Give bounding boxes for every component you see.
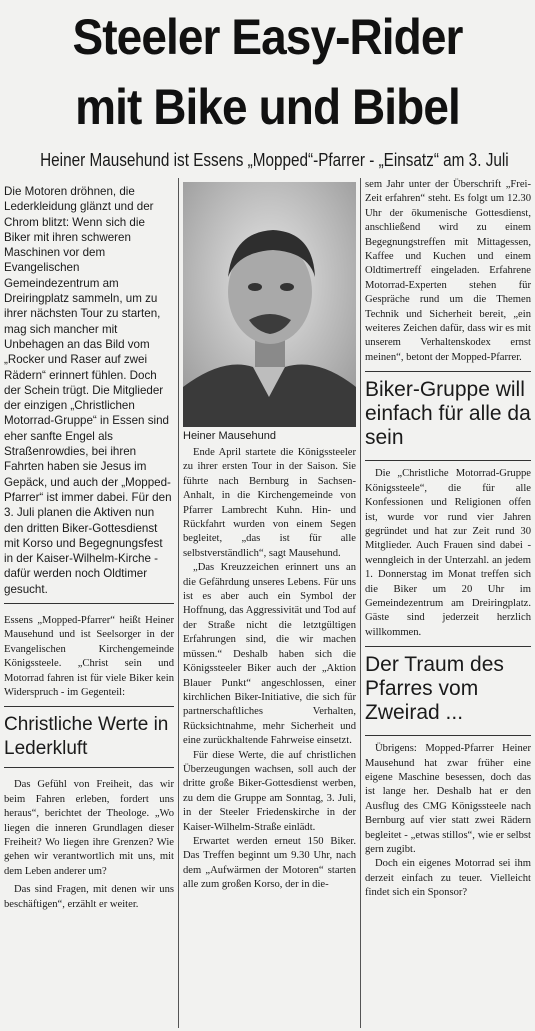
column-divider: [360, 178, 361, 1028]
paragraph: Erwartet werden erneut 150 Biker. Das Treffen beginnt um 9.30 Uhr, nach dem „Aufwärmen der Motoren“ starten alle zum großen Korso, der in die-: [183, 835, 356, 891]
paragraph: „Das Kreuzzeichen erinnert uns an die Gefährdung unseres Lebens. Für uns ist es aber auch ein Symbol der Hoffnung, das Aggressivität und Tod auf der Straße nicht die letztgültigen Erfahrungen sind, die wir machen müssen.“ Deshalb haben sich die Königssteeler Biker auch der „Aktion Blauer Punkt“ angeschlossen, einer kirchlichen Biker-Initiative, die sich für partnerschaftliches Verhalten, Rücksichtnahme, mehr Sicherheit und eine zurückhaltende Fahrweise einsetzt.: [183, 562, 356, 747]
section-heading: Christliche Werte in Lederkluft: [4, 714, 169, 760]
column-1: [4, 178, 174, 912]
column-3: [365, 178, 531, 901]
paragraph: sem Jahr unter der Überschrift „Frei-Zeit erfahren“ steht. Es folgt um 12.30 Uhr der ökumenische Gottesdienst, anschließend wird zu einem Begegnungstreffen mit Mittagessen, Kaffee und Kuchen und einem Oldtimertreff eingeladen. Erfahrene Motorrad-Experten stehen für Gespräche rund um die Themen Technik und Sicherheit bereit, „ein weiteres Zeichen dafür, dass wir es mit unserem Verhaltenskodex ernst meinen“, betont der Mopped-Pfarrer.: [365, 179, 531, 363]
paragraph: Doch ein eigenes Motorrad sei ihm derzeit einfach zu teuer. Vielleicht findet sich ein Sponsor?: [365, 858, 531, 899]
column-2: [183, 446, 356, 893]
section-heading: Biker-Gruppe will einfach für alle da sein: [365, 378, 531, 450]
paragraph: Ende April startete die Königssteeler zu ihrer ersten Tour in der Saison. Sie führte nach Bernburg in Sachsen-Anhalt, in die Kirchengemeinde von Pfarrer Lambrecht Kuhn. Hin- und Rückfahrt wurden von einem Segen begleitet, „das ist für alle selbstverständlich“, sagt Mausehund.: [183, 447, 356, 559]
divider: [365, 646, 531, 647]
paragraph: Das sind Fragen, mit denen wir uns beschäftigen“, erzählt er weiter.: [4, 884, 174, 910]
section-heading: Der Traum des Pfarres vom Zweirad ...: [365, 653, 504, 725]
divider: [365, 460, 531, 461]
lead-paragraph: Die Motoren dröhnen, die Lederkleidung glänzt und der Chrom blitzt: Wenn sich die Biker mit ihren schweren Maschinen vor dem Evangelischen Gemeindezentrum am Dreiringplatz sammeln, um zu ihrer nächsten Tour zu starten, mag sich mancher mit Unbehagen an das Bild vom „Rocker und Raser auf zwei Rädern“ erinnert fühlen. Doch der Schein trügt. Die Mitglieder der einzigen „Christlichen Motorrad-Gruppe“ in Essen sind eher sanfte Engel als Straßenrowdies, bei ihren Fahrten haben sie Jesus im Gepäck, und auch der „Mopped-Pfarrer“ ist immer dabei. Für den 3. Juli planen die Aktiven nun den dritten Biker-Gottesdienst mit Korso und Begegnungsfest in der Kaiser-Wilhelm-Kirche - dafür werden noch Oldtimer gesucht.: [4, 185, 172, 596]
divider: [4, 603, 174, 604]
column-divider: [178, 178, 179, 1028]
divider: [365, 735, 531, 736]
photo-caption: Heiner Mausehund: [183, 430, 276, 442]
paragraph: Essens „Mopped-Pfarrer“ heißt Heiner Mausehund und ist Seelsorger in der Evangelischen Kirchengemeinde Königssteele. „Christ sein und Motorrad fahren ist für viele Biker kein Widerspruch - im Gegenteil:: [4, 615, 174, 699]
paragraph: Für diese Werte, die auf christlichen Überzeugungen wachsen, soll auch der dritte große Biker-Gottesdienst werben, zu dem die Gruppe am Sonntag, 3. Juli, in der Steeler Friedenskirche in der Kaiser-Wilhelm-Straße einlädt.: [183, 749, 356, 833]
portrait-photo: [183, 182, 356, 427]
paragraph: Übrigens: Mopped-Pfarrer Heiner Mausehund hat zwar früher eine eigene Maschine besessen, doch das ist lange her. Deshalb hat er den Ausflug des CMG Königssteele nach Bernburg auf vier statt zwei Rädern begleitet - „etwas stillos“, wie er selbst gern zugibt.: [365, 743, 531, 855]
paragraph: Das Gefühl von Freiheit, das wir beim Fahren erleben, fordert uns heraus“, berichtet der Theologe. „Wo liegen die inneren Grundlagen dieser Freiheit? Wo liegen ihre Grenzen? Wie gehen wir verantwortlich mit uns, mit dem Leben anderer um?: [4, 779, 174, 877]
headline-line1: Steeler Easy-Rider: [72, 9, 463, 65]
divider: [4, 767, 174, 768]
paragraph: Die „Christliche Motorrad-Gruppe Königssteele“, die für alle Konfessionen und Religionen offen ist, wurde vor rund vier Jahren gegründet und hat zur Zeit rund 30 Mitglieder. Auch Frauen sind dabei - wenngleich in der Unterzahl. an jedem 1. Donnerstag im Monat treffen sich die Biker um 20 Uhr im Gemeindezentrum am Dreiringplatz. Gäste sind jederzeit herzlich willkommen.: [365, 468, 531, 638]
subtitle: Heiner Mausehund ist Essens „Mopped“-Pfarrer - „Einsatz“ am 3. Juli: [40, 150, 509, 170]
divider: [4, 706, 174, 707]
divider: [365, 371, 531, 372]
headline-line2: mit Bike und Bibel: [75, 79, 460, 135]
